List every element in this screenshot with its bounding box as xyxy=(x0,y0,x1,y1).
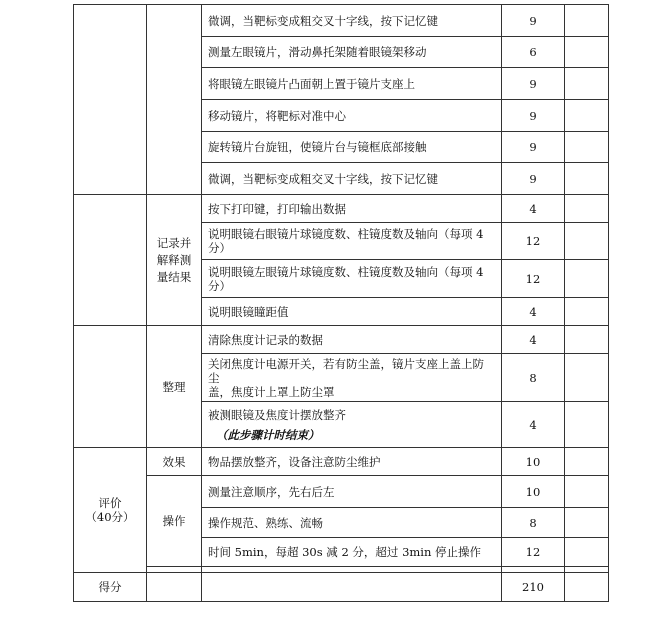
step-cell: 清除焦度计记录的数据 xyxy=(202,326,502,354)
record-section-label xyxy=(147,195,202,326)
step-cell: 说明眼镜瞳距值 xyxy=(202,298,502,326)
blank-cell xyxy=(202,573,502,602)
step-cell: 物品摆放整齐，设备注意防尘维护 xyxy=(202,448,502,476)
result-cell xyxy=(565,354,609,402)
score-cell: 8 xyxy=(502,508,565,538)
step-text-line: 被测眼镜及焦度计摆放整齐 xyxy=(208,407,346,422)
evaluation-label xyxy=(74,448,147,573)
category-cell-blank xyxy=(74,326,147,448)
total-score: 210 xyxy=(502,573,565,602)
step-cell: 测量左眼镜片，滑动鼻托架随着眼镜架移动 xyxy=(202,37,502,68)
operation-label: 操作 xyxy=(147,476,202,567)
step-cell xyxy=(202,354,502,402)
score-cell: 9 xyxy=(502,100,565,132)
evaluation-points: （40分） xyxy=(85,510,135,524)
score-cell: 4 xyxy=(502,195,565,223)
result-cell xyxy=(565,476,609,508)
score-cell: 10 xyxy=(502,476,565,508)
blank-cell xyxy=(147,573,202,602)
score-cell: 12 xyxy=(502,260,565,298)
table-row xyxy=(74,326,609,354)
score-cell: 9 xyxy=(502,132,565,163)
score-cell: 9 xyxy=(502,163,565,195)
result-cell xyxy=(565,448,609,476)
result-cell xyxy=(565,37,609,68)
step-cell xyxy=(202,223,502,260)
result-cell xyxy=(565,68,609,100)
category-cell-blank xyxy=(74,5,147,195)
step-cell: 测量注意顺序，先右后左 xyxy=(202,476,502,508)
result-cell xyxy=(565,402,609,448)
step-cell: 移动镜片，将靶标对准中心 xyxy=(202,100,502,132)
record-label-line: 量结果 xyxy=(156,269,192,284)
result-cell xyxy=(565,538,609,567)
result-cell xyxy=(565,5,609,37)
step-cell: 微调，当靶标变成粗交叉十字线，按下记忆键 xyxy=(202,163,502,195)
result-cell xyxy=(565,132,609,163)
score-cell: 12 xyxy=(502,223,565,260)
step-text-line: 关闭焦度计电源开关，若有防尘盖，镜片支座上盖上防 xyxy=(208,356,484,371)
score-cell: 9 xyxy=(502,5,565,37)
step-cell: 时间 5min，每超 30s 减 2 分，超过 3min 停止操作 xyxy=(202,538,502,567)
result-cell xyxy=(565,195,609,223)
total-label: 得分 xyxy=(74,573,147,602)
step-cell xyxy=(202,402,502,448)
step-text-line: 尘 xyxy=(208,370,220,385)
record-label-line: 解释测 xyxy=(156,252,192,267)
step-cell: 旋转镜片台旋钮，使镜片台与镜框底部接触 xyxy=(202,132,502,163)
record-label-line: 记录并 xyxy=(156,235,192,250)
score-cell: 9 xyxy=(502,68,565,100)
score-cell: 10 xyxy=(502,448,565,476)
result-cell xyxy=(565,326,609,354)
score-cell: 12 xyxy=(502,538,565,567)
step-cell: 微调，当靶标变成粗交叉十字线，按下记忆键 xyxy=(202,5,502,37)
scoring-table xyxy=(73,4,609,602)
step-text-line: 分） xyxy=(208,278,231,293)
score-cell: 4 xyxy=(502,326,565,354)
step-cell: 将眼镜左眼镜片凸面朝上置于镜片支座上 xyxy=(202,68,502,100)
result-cell xyxy=(565,163,609,195)
step-cell: 操作规范、熟练、流畅 xyxy=(202,508,502,538)
score-cell: 6 xyxy=(502,37,565,68)
score-cell: 8 xyxy=(502,354,565,402)
total-row xyxy=(74,573,609,602)
table-row xyxy=(74,195,609,223)
evaluation-label-line: 评价 xyxy=(98,496,122,510)
result-cell xyxy=(565,260,609,298)
tidy-section-label: 整理 xyxy=(147,326,202,448)
score-cell: 4 xyxy=(502,298,565,326)
step-text-line: 分） xyxy=(208,241,231,255)
step-text-line: 盖，焦度计上罩上防尘罩 xyxy=(208,384,335,399)
result-cell xyxy=(565,508,609,538)
table-row xyxy=(74,476,609,508)
result-cell xyxy=(565,573,609,602)
table-row xyxy=(74,5,609,37)
table-row xyxy=(74,448,609,476)
step-cell xyxy=(202,260,502,298)
step-text-line: 说明眼镜左眼镜片球镜度数、柱镜度数及轴向（每项 4 xyxy=(208,264,484,279)
subcategory-cell-blank xyxy=(147,5,202,195)
result-cell xyxy=(565,100,609,132)
result-cell xyxy=(565,223,609,260)
score-cell: 4 xyxy=(502,402,565,448)
result-cell xyxy=(565,298,609,326)
step-text-line: 说明眼镜右眼镜片球镜度数、柱镜度数及轴向（每项 4 xyxy=(208,227,484,241)
category-cell-blank xyxy=(74,195,147,326)
timing-end-note: （此步骤计时结束） xyxy=(216,427,320,442)
step-cell: 按下打印键，打印输出数据 xyxy=(202,195,502,223)
effect-label: 效果 xyxy=(147,448,202,476)
